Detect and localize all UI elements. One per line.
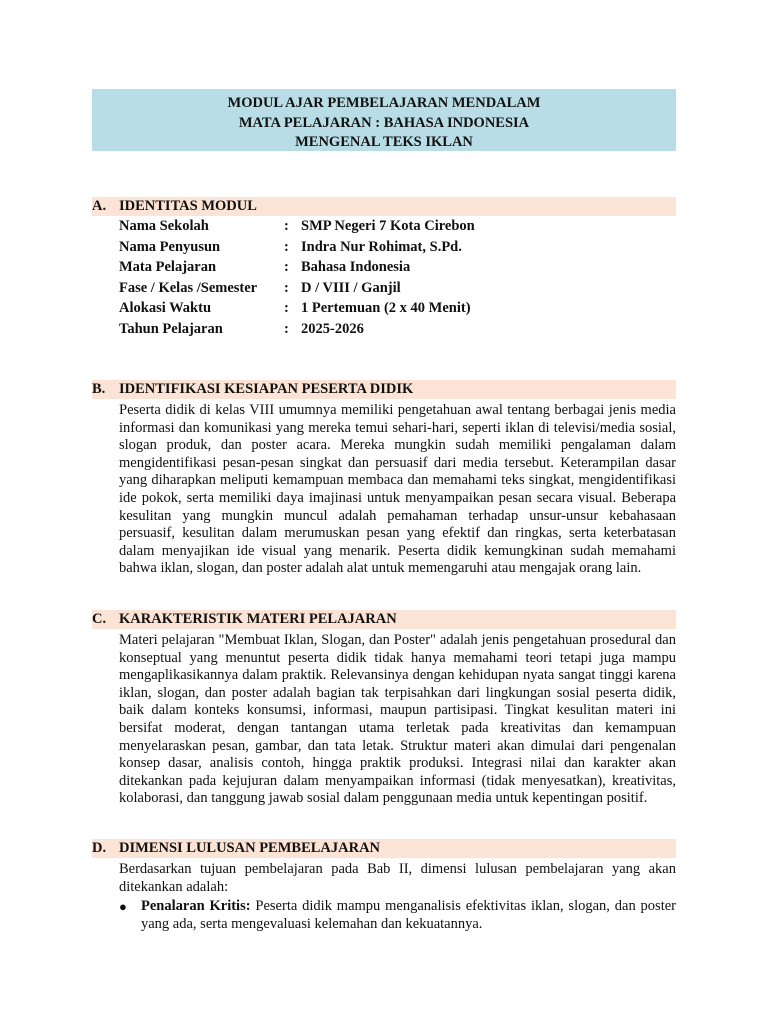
identity-colon: : [284, 259, 289, 275]
section-b-paragraph: Peserta didik di kelas VIII umumnya memiliki pengetahuan awal tentang berbagai jenis media informasi dan komunikasi yang mereka temui sehari-hari, seperti iklan di televisi/media sosial, slogan produk, dan poster acara. Mereka mungkin sudah memiliki pengalaman dalam mengidentifikasi pesan-pesan singkat dan persuasif dari media tersebut. Keterampilan dasar yang diharapkan meliputi kemampuan membaca dan memahami teks singkat, mengidentifikasi ide pokok, serta memiliki daya imajinasi untuk menyampaikan pesan secara visual. Beberapa kesulitan yang mungkin muncul adalah pemahaman terhadap unsur-unsur kebahasaan persuasif, kesulitan dalam merumuskan pesan yang efektif dan ringkas, serta keterbatasan dalam menyajikan ide visual yang menarik. Peserta didik kemungkinan sudah memahami bahwa iklan, slogan, dan poster adalah alat untuk memengaruhi atau mengajak orang lain. [119, 402, 676, 577]
section-d-intro: Berdasarkan tujuan pembelajaran pada Bab II, dimensi lulusan pembelajaran yang akan ditekankan adalah: [119, 861, 676, 895]
section-b-heading [92, 380, 676, 399]
title-line-2: MATA PELAJARAN : BAHASA INDONESIA [238, 114, 530, 131]
section-a-letter: A. [92, 198, 107, 214]
identity-row [119, 216, 676, 237]
section-a-title: IDENTITAS MODUL [119, 198, 257, 214]
section-dimensi-lulusan [92, 839, 676, 933]
section-c-paragraph: Materi pelajaran "Membuat Iklan, Slogan, dan Poster" adalah jenis pengetahuan prosedural dan konseptual yang menuntut peserta didik tidak hanya memahami teori tetapi juga mampu mengaplikasikannya dalam praktik. Relevansinya dengan kehidupan nyata sangat tinggi karena iklan, slogan, dan poster adalah bagian tak terpisahkan dari lingkungan sosial peserta didik, baik dalam konteks konsumsi, informasi, maupun partisipasi. Tingkat kesulitan materi ini bersifat moderat, dengan tantangan utama terletak pada kreativitas dan kemampuan menyelaraskan pesan, gambar, dan tata letak. Struktur materi akan dimulai dari pengenalan konsep dasar, analisis contoh, hingga praktik produksi. Integrasi nilai dan karakter akan ditekankan pada kejujuran dalam menyampaikan informasi (tidak menyesatkan), kreativitas, kolaborasi, dan tanggung jawab sosial dalam penggunaan media untuk kepentingan positif. [119, 632, 676, 807]
identity-colon: : [284, 300, 289, 316]
identity-row [119, 319, 676, 340]
identity-key: Alokasi Waktu [119, 300, 212, 316]
identity-row [119, 257, 676, 278]
section-b-letter: B. [92, 381, 106, 397]
identity-row [119, 237, 676, 258]
bullet-label: Penalaran Kritis: [141, 898, 251, 915]
identity-key: Mata Pelajaran [119, 259, 217, 275]
section-karakteristik-materi [92, 610, 676, 808]
section-d-title: DIMENSI LULUSAN PEMBELAJARAN [119, 840, 381, 856]
identity-key: Tahun Pelajaran [119, 320, 223, 337]
section-b-title: IDENTIFIKASI KESIAPAN PESERTA DIDIK [119, 381, 414, 397]
section-identifikasi-kesiapan [92, 380, 676, 578]
identity-colon: : [284, 218, 289, 234]
identity-value: 2025-2026 [301, 320, 364, 337]
document-title-box [92, 89, 676, 151]
identity-value: Bahasa Indonesia [301, 259, 411, 275]
identity-value: Indra Nur Rohimat, S.Pd. [301, 238, 462, 255]
title-line-1: MODUL AJAR PEMBELAJARAN MENDALAM [227, 95, 541, 111]
identity-value: 1 Pertemuan (2 x 40 Menit) [301, 300, 471, 316]
identity-colon: : [284, 320, 289, 337]
section-identitas-modul [92, 197, 676, 339]
identity-colon: : [284, 238, 289, 255]
bullet-text: Peserta didik mampu menganalisis efektivitas iklan, slogan, dan poster yang ada, serta mengevaluasi kelemahan dan kekuatannya. [141, 898, 676, 932]
section-c-heading [92, 610, 676, 629]
list-item [119, 898, 676, 933]
identity-key: Nama Penyusun [119, 238, 221, 255]
identity-row [119, 298, 676, 319]
section-c-letter: C. [92, 611, 107, 627]
section-d-heading [92, 839, 676, 858]
identity-key: Nama Sekolah [119, 218, 209, 234]
identity-table [119, 216, 676, 339]
section-d-letter: D. [92, 840, 107, 856]
identity-value: D / VIII / Ganjil [301, 279, 401, 296]
section-c-title: KARAKTERISTIK MATERI PELAJARAN [119, 611, 397, 627]
title-line-3: MENGENAL TEKS IKLAN [295, 134, 473, 150]
identity-value: SMP Negeri 7 Kota Cirebon [301, 218, 475, 234]
section-a-heading [92, 197, 676, 216]
identity-key: Fase / Kelas /Semester [119, 279, 258, 296]
bullet-icon: ● [119, 899, 127, 915]
identity-colon: : [284, 279, 289, 296]
identity-row [119, 278, 676, 299]
